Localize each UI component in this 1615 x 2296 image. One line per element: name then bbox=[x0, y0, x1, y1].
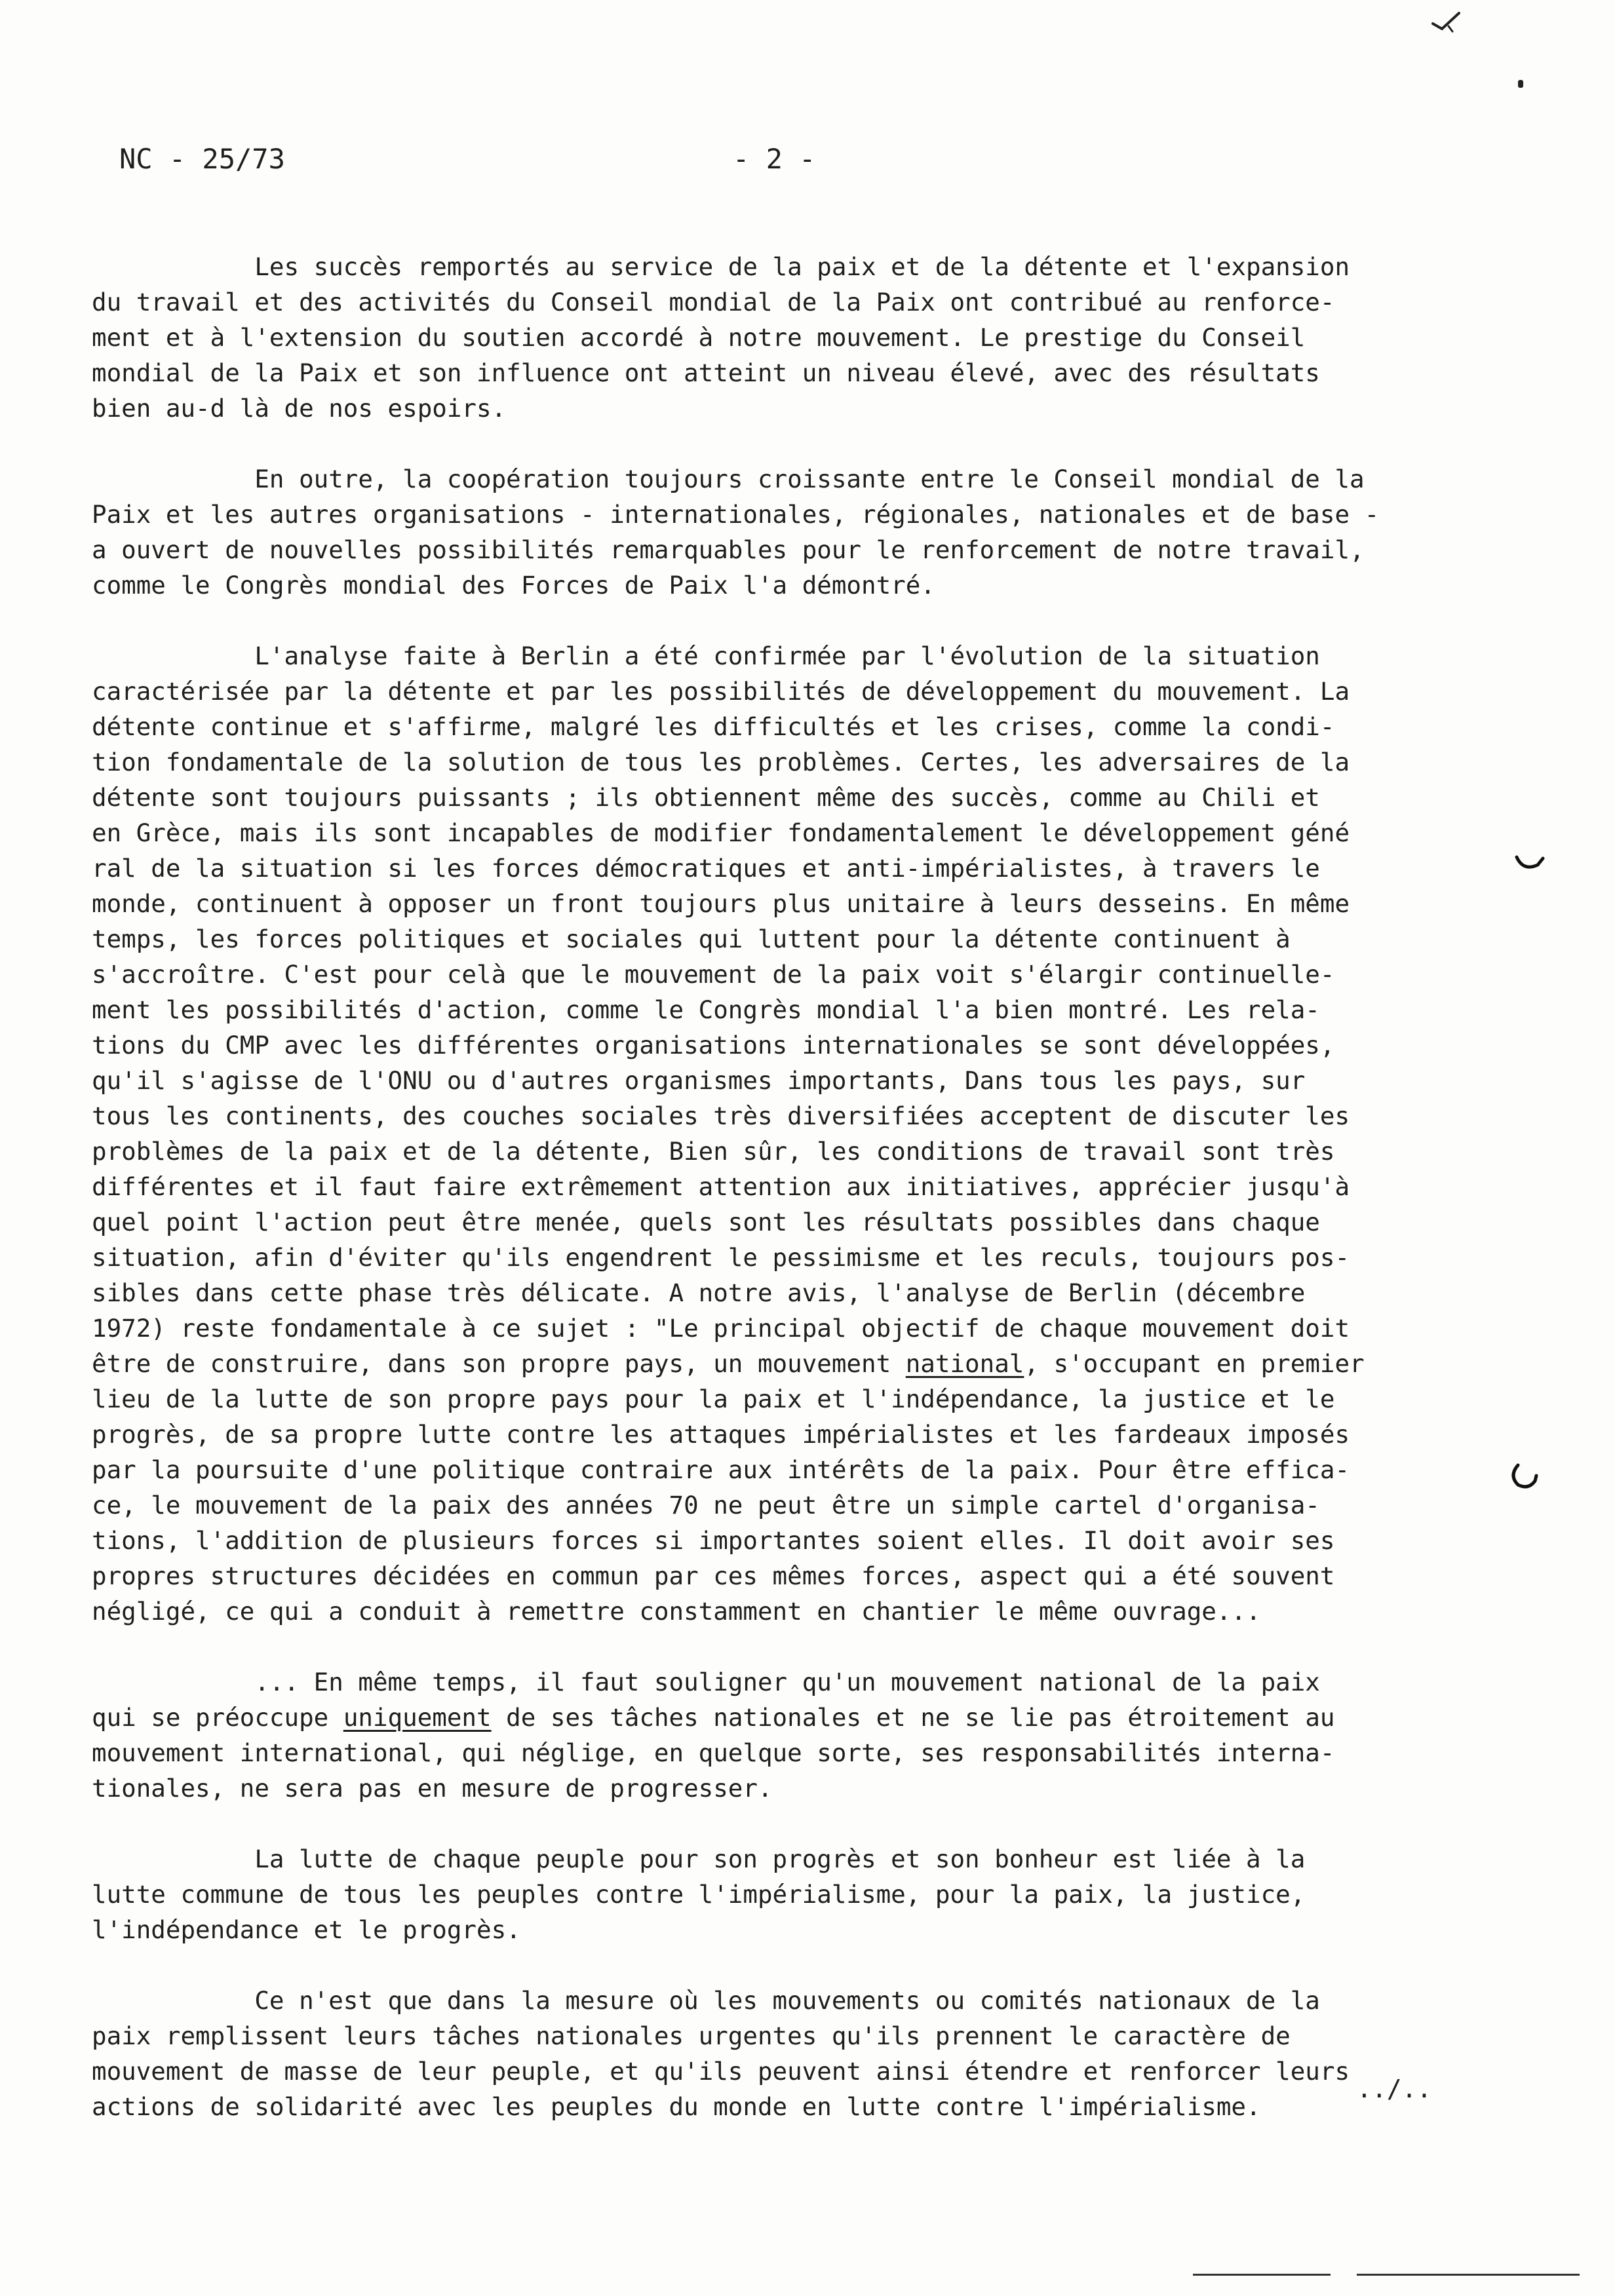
text-line: situation, afin d'éviter qu'ils engendrent le pessimisme et les reculs, toujours pos- bbox=[92, 1243, 1350, 1272]
paragraph-2 bbox=[92, 461, 1534, 603]
text-line: 1972) reste fondamentale à ce sujet : "Le principal objectif de chaque mouvement doit bbox=[92, 1314, 1350, 1343]
text-line: du travail et des activités du Conseil mondial de la Paix ont contribué au renforce- bbox=[92, 288, 1335, 316]
text-line: progrès, de sa propre lutte contre les attaques impérialistes et les fardeaux imposés bbox=[92, 1420, 1350, 1449]
text-line: tionales, ne sera pas en mesure de progresser. bbox=[92, 1774, 773, 1803]
text-line: ce, le mouvement de la paix des années 70 ne peut être un simple cartel d'organisa- bbox=[92, 1491, 1320, 1520]
text-line: détente continue et s'affirme, malgré les difficultés et les crises, comme la condi- bbox=[92, 712, 1335, 741]
text-line: sibles dans cette phase très délicate. A notre avis, l'analyse de Berlin (décembre bbox=[92, 1278, 1306, 1307]
document-body bbox=[92, 249, 1534, 2124]
text-line: actions de solidarité avec les peuples du monde en lutte contre l'impérialisme. bbox=[92, 2092, 1261, 2121]
page-edge-line bbox=[1357, 2274, 1580, 2276]
paragraph-5 bbox=[92, 1841, 1534, 1947]
underlined-word: uniquement bbox=[343, 1703, 492, 1732]
text-line: monde, continuent à opposer un front toujours plus unitaire à leurs desseins. En même bbox=[92, 889, 1350, 918]
text-line: s'accroître. C'est pour celà que le mouvement de la paix voit s'élargir continuelle- bbox=[92, 960, 1335, 989]
text-line: problèmes de la paix et de la détente, Bien sûr, les conditions de travail sont très bbox=[92, 1137, 1335, 1166]
text-line: ment les possibilités d'action, comme le Congrès mondial l'a bien montré. Les rela- bbox=[92, 995, 1320, 1024]
text-line: qui se préoccupe uniquement de ses tâches nationales et ne se lie pas étroitement au bbox=[92, 1703, 1335, 1732]
text-line: paix remplissent leurs tâches nationales urgentes qu'ils prennent le caractère de bbox=[92, 2021, 1291, 2050]
text-line: Ce n'est que dans la mesure où les mouvements ou comités nationaux de la bbox=[92, 1986, 1320, 2015]
text-line: détente sont toujours puissants ; ils obtiennent même des succès, comme au Chili et bbox=[92, 783, 1320, 812]
underlined-word: national bbox=[905, 1349, 1024, 1378]
text-line: tous les continents, des couches sociales très diversifiées acceptent de discuter les bbox=[92, 1101, 1350, 1130]
text-line: La lutte de chaque peuple pour son progrès et son bonheur est liée à la bbox=[92, 1845, 1306, 1873]
text-line: comme le Congrès mondial des Forces de Paix l'a démontré. bbox=[92, 571, 935, 600]
page-edge-line bbox=[1193, 2274, 1331, 2276]
continuation-marker: ../.. bbox=[1357, 2075, 1432, 2103]
text-line: bien au-d là de nos espoirs. bbox=[92, 394, 507, 423]
text-line: temps, les forces politiques et sociales qui luttent pour la détente continuent à bbox=[92, 925, 1291, 953]
text-line: être de construire, dans son propre pays, un mouvement national, s'occupant en premier bbox=[92, 1349, 1365, 1378]
text-line: quel point l'action peut être menée, quels sont les résultats possibles dans chaque bbox=[92, 1208, 1320, 1236]
text-line: L'analyse faite à Berlin a été confirmée par l'évolution de la situation bbox=[92, 641, 1320, 670]
text-line: l'indépendance et le progrès. bbox=[92, 1915, 521, 1944]
document-reference: NC - 25/73 bbox=[119, 143, 285, 175]
text-line: en Grèce, mais ils sont incapables de modifier fondamentalement le développement géné bbox=[92, 818, 1350, 847]
text-line: mondial de la Paix et son influence ont atteint un niveau élevé, avec des résultats bbox=[92, 358, 1320, 387]
text-line: par la poursuite d'une politique contraire aux intérêts de la paix. Pour être effica- bbox=[92, 1455, 1350, 1484]
text-line: lutte commune de tous les peuples contre l'impérialisme, pour la paix, la justice, bbox=[92, 1880, 1306, 1909]
text-line: mouvement international, qui néglige, en quelque sorte, ses responsabilités interna- bbox=[92, 1738, 1335, 1767]
ink-dot bbox=[1518, 80, 1523, 88]
handwritten-tick-mark bbox=[1429, 9, 1468, 42]
text-line: En outre, la coopération toujours croissante entre le Conseil mondial de la bbox=[92, 465, 1365, 493]
text-line: caractérisée par la détente et par les possibilités de développement du mouvement. La bbox=[92, 677, 1350, 706]
text-line: Paix et les autres organisations - internationales, régionales, nationales et de base - bbox=[92, 500, 1380, 529]
text-line: négligé, ce qui a conduit à remettre constamment en chantier le même ouvrage... bbox=[92, 1597, 1261, 1626]
text-line: ... En même temps, il faut souligner qu'un mouvement national de la paix bbox=[92, 1668, 1320, 1696]
text-line: a ouvert de nouvelles possibilités remarquables pour le renforcement de notre travail, bbox=[92, 535, 1365, 564]
text-line: ral de la situation si les forces démocratiques et anti-impérialistes, à travers le bbox=[92, 854, 1320, 883]
margin-hook-mark bbox=[1514, 845, 1546, 877]
text-line: tions, l'addition de plusieurs forces si importantes soient elles. Il doit avoir ses bbox=[92, 1526, 1335, 1555]
paragraph-4 bbox=[92, 1664, 1534, 1806]
paragraph-3 bbox=[92, 638, 1534, 1629]
text-line: tion fondamentale de la solution de tous les problèmes. Certes, les adversaires de la bbox=[92, 748, 1350, 776]
text-line: différentes et il faut faire extrêmement attention aux initiatives, apprécier jusqu'à bbox=[92, 1172, 1350, 1201]
text-line: lieu de la lutte de son propre pays pour la paix et l'indépendance, la justice et le bbox=[92, 1385, 1335, 1413]
page-number: - 2 - bbox=[733, 143, 816, 175]
paragraph-6 bbox=[92, 1983, 1534, 2124]
text-line: qu'il s'agisse de l'ONU ou d'autres organismes importants, Dans tous les pays, sur bbox=[92, 1066, 1306, 1095]
text-line: Les succès remportés au service de la paix et de la détente et l'expansion bbox=[92, 252, 1350, 281]
paragraph-1 bbox=[92, 249, 1534, 426]
text-line: tions du CMP avec les différentes organisations internationales se sont développées, bbox=[92, 1031, 1335, 1060]
text-line: ment et à l'extension du soutien accordé à notre mouvement. Le prestige du Conseil bbox=[92, 323, 1306, 352]
text-line: mouvement de masse de leur peuple, et qu'ils peuvent ainsi étendre et renforcer leurs bbox=[92, 2057, 1350, 2086]
margin-hook-mark bbox=[1508, 1461, 1539, 1493]
text-line: propres structures décidées en commun par ces mêmes forces, aspect qui a été souvent bbox=[92, 1561, 1335, 1590]
